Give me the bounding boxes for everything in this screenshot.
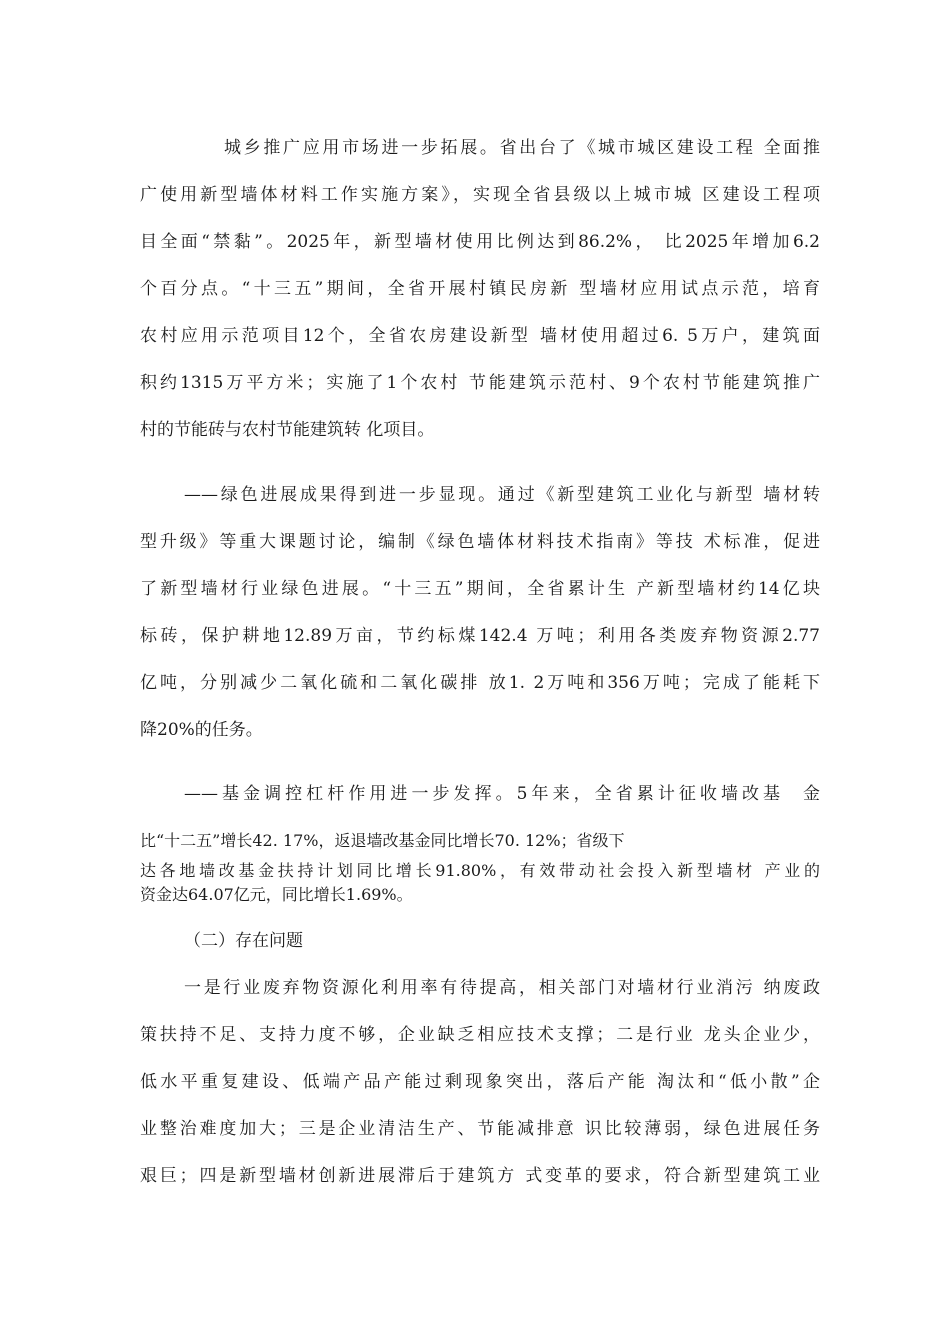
paragraph-1-line-1: 城乡推广应用市场进一步拓展。省出台了《城市城区建设工程 全面推 (224, 138, 820, 158)
paragraph-1-line-2: 广使用新型墙体材料工作实施方案》，实现全省县级以上城市城 区建设工程项 (140, 185, 820, 205)
paragraph-3-line-3: 达各地墙改基金扶持计划同比增长91.80%，有效带动社会投入新型墙材 产业的 (140, 861, 820, 880)
paragraph-2-line-3: 了新型墙材行业绿色进展。“十三五”期间，全省累计生 产新型墙材约14亿块 (140, 579, 820, 599)
paragraph-3-line-4: 资金达64.07亿元，同比增长1.69%。 (140, 885, 413, 904)
paragraph-2-line-6: 降20%的任务。 (140, 720, 263, 740)
paragraph-1-line-6: 积约1315万平方米；实施了1个农村 节能建筑示范村、9个农村节能建筑推广 (140, 373, 820, 393)
paragraph-5-line-5: 艰巨；四是新型墙材创新进展滞后于建筑方 式变革的要求，符合新型建筑工业 (140, 1166, 820, 1186)
paragraph-1-line-4: 个百分点。“十三五”期间，全省开展村镇民房新 型墙材应用试点示范，培育 (140, 279, 820, 299)
paragraph-3-line-1: ——基金调控杠杆作用进一步发挥。5年来，全省累计征收墙改基 金 (184, 784, 820, 804)
paragraph-5-line-3: 低水平重复建设、低端产品产能过剩现象突出，落后产能 淘汰和“低小散”企 (140, 1072, 820, 1092)
paragraph-2-line-2: 型升级》等重大课题讨论，编制《绿色墙体材料技术指南》等技 术标准，促进 (140, 532, 820, 552)
paragraph-5-line-1: 一是行业废弃物资源化利用率有待提高，相关部门对墙材行业消污 纳废政 (184, 978, 820, 998)
paragraph-1-line-3: 目全面“禁黏”。2025年，新型墙材使用比例达到86.2%， 比2025年增加6.2 (140, 232, 820, 252)
paragraph-3-line-2: 比“十二五”增长42. 17%，返退墙改基金同比增长70. 12%；省级下 (140, 831, 625, 850)
paragraph-1-line-5: 农村应用示范项目12个，全省农房建设新型 墙材使用超过6. 5万户，建筑面 (140, 326, 820, 346)
paragraph-2-line-5: 亿吨，分别减少二氧化硫和二氧化碳排 放1. 2万吨和356万吨；完成了能耗下 (140, 673, 820, 693)
paragraph-2-line-1: ——绿色进展成果得到进一步显现。通过《新型建筑工业化与新型 墙材转 (184, 485, 820, 505)
paragraph-5-line-2: 策扶持不足、支持力度不够，企业缺乏相应技术支撑；二是行业 龙头企业少， (140, 1025, 820, 1045)
paragraph-2-line-4: 标砖，保护耕地12.89万亩，节约标煤142.4 万吨；利用各类废弃物资源2.77 (140, 626, 820, 646)
paragraph-1-line-7: 村的节能砖与农村节能建筑转 化项目。 (140, 420, 435, 440)
section-heading: （二）存在问题 (184, 931, 303, 951)
paragraph-5-line-4: 业整治难度加大；三是企业清洁生产、节能减排意 识比较薄弱，绿色进展任务 (140, 1119, 820, 1139)
